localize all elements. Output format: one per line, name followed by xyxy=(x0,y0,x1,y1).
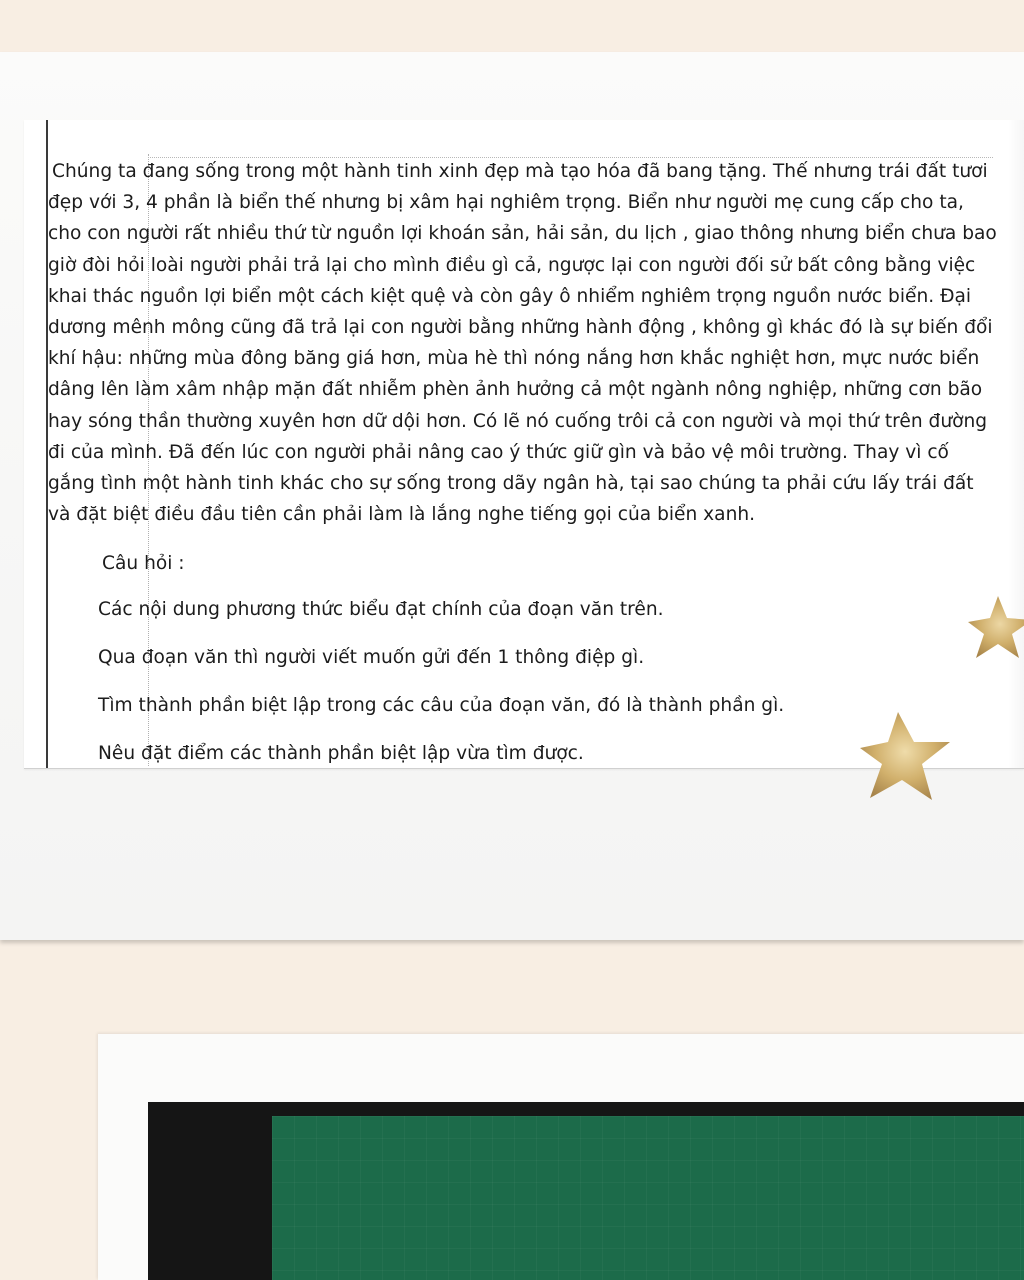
question-item: Tìm thành phần biệt lập trong các câu của đoạn văn, đó là thành phần gì. xyxy=(98,695,785,716)
gold-star-icon xyxy=(858,708,954,804)
questions-label: Câu hỏi : xyxy=(102,553,185,574)
question-item: Nêu đặt điểm các thành phần biệt lập vừa tìm được. xyxy=(98,743,584,764)
question-item: Qua đoạn văn thì người viết muốn gửi đến 1 thông điệp gì. xyxy=(98,647,645,668)
document-right-shadow xyxy=(1008,120,1024,768)
document-screenshot xyxy=(24,120,1024,769)
questions-list xyxy=(98,596,784,788)
chalkboard xyxy=(272,1116,1024,1280)
question-item: Các nội dung phương thức biểu đạt chính của đoạn văn trên. xyxy=(98,599,664,620)
gold-star-icon xyxy=(966,594,1024,662)
passage-paragraph: Chúng ta đang sống trong một hành tinh xinh đẹp mà tạo hóa đã bang tặng. Thế nhưng trái đất tươi đẹp với 3, 4 phần là biển thế nhưng bị xâm hại nghiêm trọng. Biển như người mẹ cung cấp cho ta, cho con người rất nhiều thứ từ nguồn lợi khoán sản, hải sản, du lịch , giao thông nhưng biển chưa bao giờ đòi hỏi loài người phải trả lại cho mình điều gì cả, ngược lại con người đối sử bất công bằng việc khai thác nguồn lợi biển một cách kiệt quệ và còn gây ô nhiểm nghiêm trọng nguồn nước biển. Đại dương mênh mông cũng đã trả lại con người bằng những hành động , không gì khác đó là sự biến đổi khí hậu: những mùa đông băng giá hơn, mùa hè thì nóng nắng hơn khắc nghiệt hơn, mực nước biển dâng lên làm xâm nhập mặn đất nhiễm phèn ảnh hưởng cả một ngành nông nghiệp, những cơn bão hay sóng thần thường xuyên hơn dữ dội hơn. Có lẽ nó cuống trôi cả con người và mọi thứ trên đường đi của mình. Đã đến lúc con người phải nâng cao ý thức giữ gìn và bảo vệ môi trường. Thay vì cố gắng tình một hành tinh khác cho sự sống trong dãy ngân hà, tại sao chúng ta phải cứu lấy trái đất và đặt biệt điều đầu tiên cần phải làm là lắng nghe tiếng gọi của biển xanh. xyxy=(48,161,997,526)
